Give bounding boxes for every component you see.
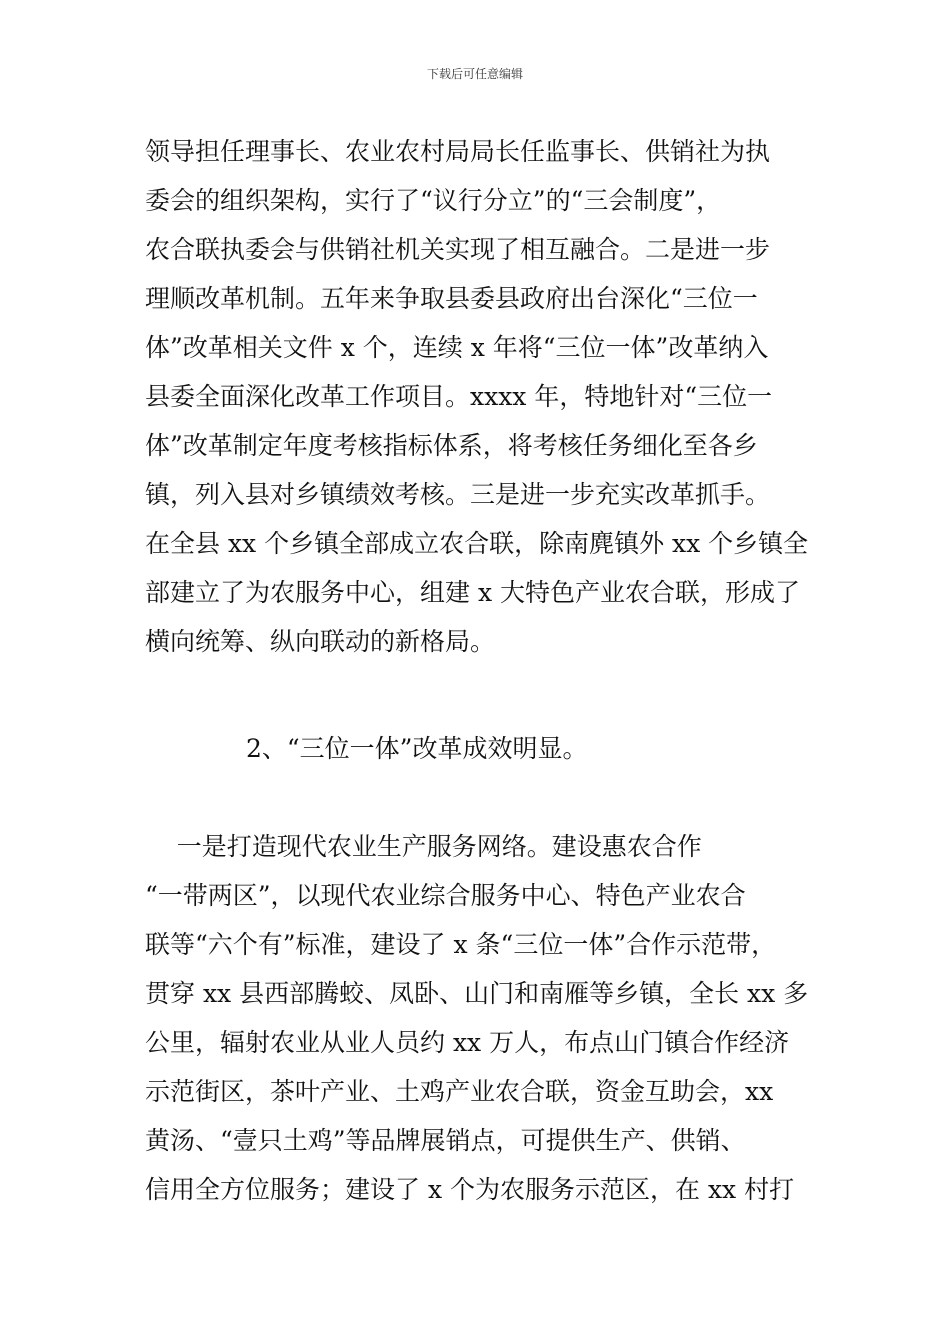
text-line: 领导担任理事长、农业农村局局长任监事长、供销社为执 (145, 137, 771, 166)
text-line: “一带两区”，以现代农业综合服务中心、特色产业农合 (145, 881, 746, 910)
paragraph-2 (145, 822, 845, 1214)
text-line: 体”改革制定年度考核指标体系，将考核任务细化至各乡 (145, 431, 758, 460)
text-line: 镇，列入县对乡镇绩效考核。三是进一步充实改革抓手。 (145, 480, 771, 509)
text-line: 体”改革相关文件 x 个，连续 x 年将“三位一体”改革纳入 (145, 333, 769, 362)
text-line: 黄汤、“壹只土鸡”等品牌展销点，可提供生产、供销、 (145, 1126, 746, 1155)
section-heading: 2、“三位一体”改革成效明显。 (246, 734, 588, 763)
text-line: 部建立了为农服务中心，组建 x 大特色产业农合联，形成了 (145, 578, 800, 607)
text-line: 公里，辐射农业从业人员约 xx 万人，布点山门镇合作经济 (145, 1028, 790, 1057)
text-line: 在全县 xx 个乡镇全部成立农合联，除南麂镇外 xx 个乡镇全 (145, 529, 809, 558)
page-header: 下载后可任意编辑 (426, 67, 523, 81)
text-line: 联等“六个有”标准，建设了 x 条“三位一体”合作示范带， (145, 930, 777, 959)
text-line: 一是打造现代农业生产服务网络。建设惠农合作 (145, 832, 702, 861)
text-line: 横向统筹、纵向联动的新格局。 (145, 627, 496, 656)
text-line: 委会的组织架构，实行了“议行分立”的“三会制度”， (145, 186, 722, 215)
paragraph-1 (145, 127, 845, 666)
text-line: 理顺改革机制。五年来争取县委县政府出台深化“三位一 (145, 284, 758, 313)
text-line: 农合联执委会与供销社机关实现了相互融合。二是进一步 (145, 235, 771, 264)
text-line: 县委全面深化改革工作项目。xxxx 年，特地针对“三位一 (145, 382, 773, 411)
text-line: 示范街区，茶叶产业、土鸡产业农合联，资金互助会，xx (145, 1077, 774, 1106)
text-line: 贯穿 xx 县西部腾蛟、凤卧、山门和南雁等乡镇，全长 xx 多 (145, 979, 809, 1008)
text-line: 信用全方位服务；建设了 x 个为农服务示范区，在 xx 村打 (145, 1175, 795, 1204)
